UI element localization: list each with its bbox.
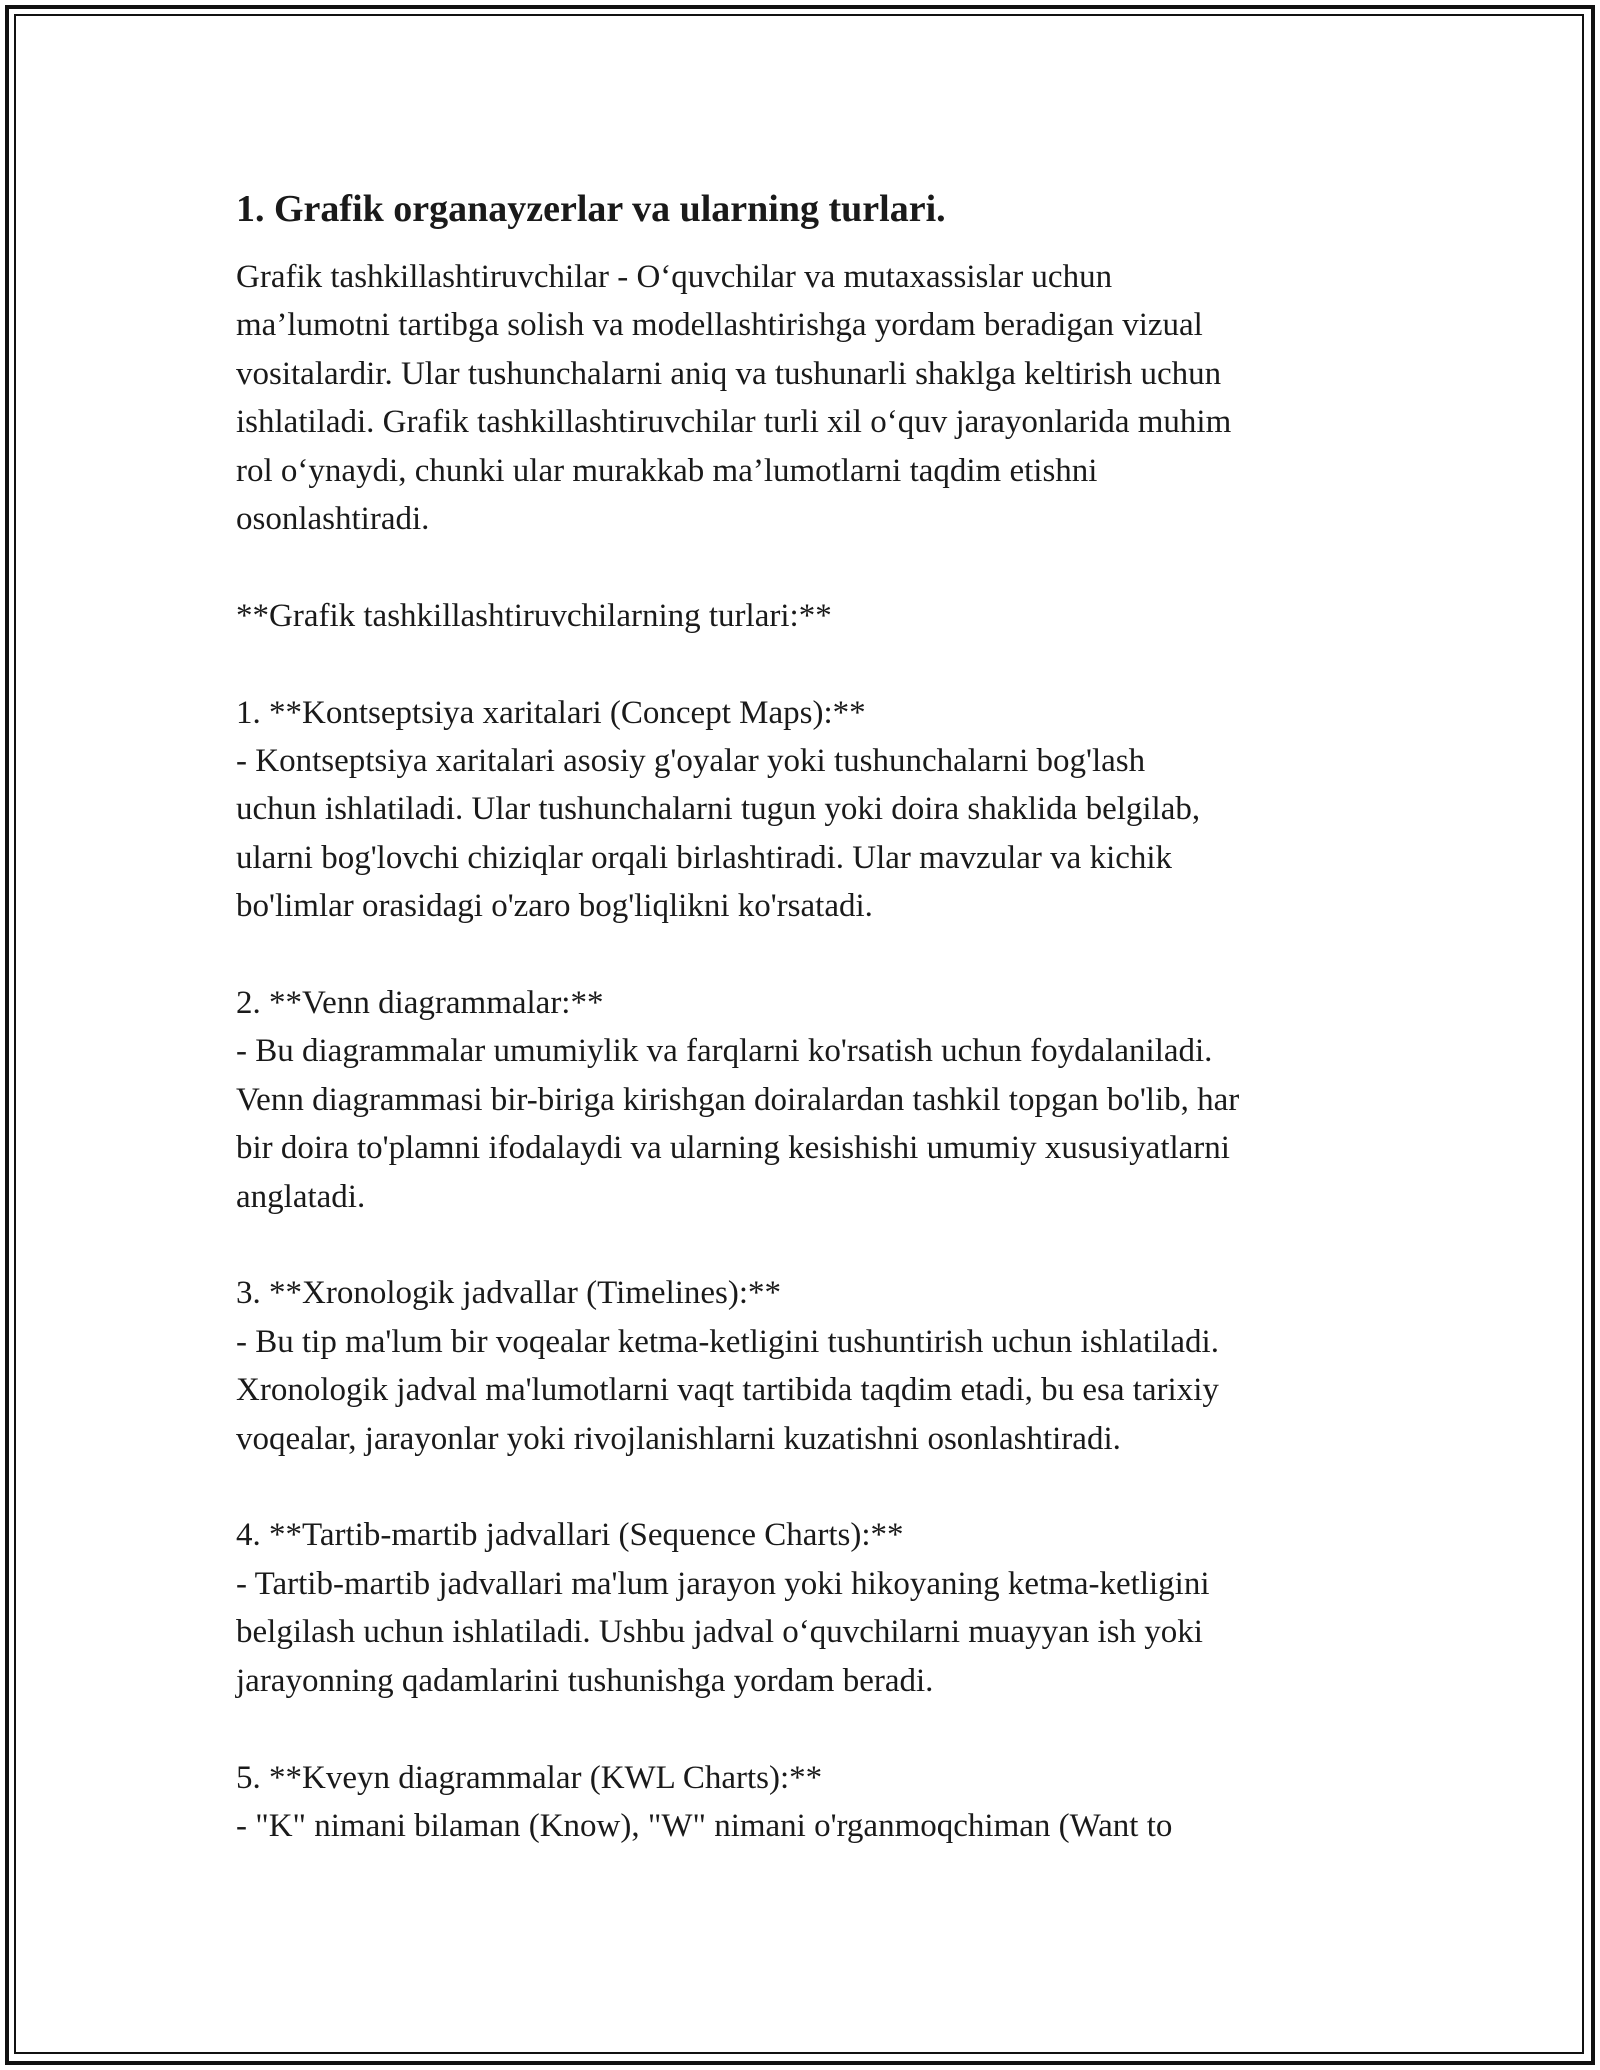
- list-item-title: 5. **Kveyn diagrammalar (KWL Charts):**: [236, 1759, 823, 1796]
- list-item: [236, 979, 1366, 1221]
- list-item-body: - Tartib-martib jadvallari ma'lum jarayon yoki hikoyaning ketma-ketligini belgilash uchun ishlatiladi. Ushbu jadval o‘quvchilarni muayyan ish yoki jarayonning qadamlarini tushunishga yordam beradi.: [236, 1565, 1210, 1699]
- list-item-title: 2. **Venn diagrammalar:**: [236, 985, 604, 1022]
- list-item-body: - Kontseptsiya xaritalari asosiy g'oyalar yoki tushunchalarni bog'lash uchun ishlatiladi. Ular tushunchalarni tugun yoki doira shaklida belgilab, ularni bog'lovchi chiziqlar orqali birlashtiradi. Ular mavzular va kichik bo'limlar orasidagi o'zaro bog'liqlikni ko'rsatadi.: [236, 743, 1201, 925]
- list-item: [236, 1754, 1366, 1851]
- list-item-title: 3. **Xronologik jadvallar (Timelines):**: [236, 1275, 782, 1312]
- list-item-title: 1. **Kontseptsiya xaritalari (Concept Maps):**: [236, 694, 866, 731]
- spacer: [236, 1221, 1366, 1269]
- spacer: [236, 1705, 1366, 1753]
- list-item-body: - Bu diagrammalar umumiylik va farqlarni ko'rsatish uchun foydalaniladi. Venn diagrammasi bir-biriga kirishgan doiralardan tashkil topgan bo'lib, har bir doira to'plamni ifodalaydi va ularning kesishishi umumiy xususiyatlarni anglatadi.: [236, 1033, 1240, 1215]
- types-heading: **Grafik tashkillashtiruvchilarning turlari:**: [236, 597, 832, 634]
- spacer: [236, 543, 1366, 591]
- spacer: [236, 1463, 1366, 1511]
- document-body: [236, 185, 1366, 1850]
- list-item-title: 4. **Tartib-martib jadvallari (Sequence Charts):**: [236, 1517, 904, 1554]
- list-item-body: - Bu tip ma'lum bir voqealar ketma-ketligini tushuntirish uchun ishlatiladi. Xronologik jadval ma'lumotlarni vaqt tartibida taqdim etadi, bu esa tarixiy voqealar, jarayonlar yoki rivojlanishlarni kuzatishni osonlashtiradi.: [236, 1323, 1219, 1457]
- section-heading: 1. Grafik organayzerlar va ularning turlari.: [236, 188, 946, 230]
- spacer: [236, 931, 1366, 979]
- list-item: [236, 1269, 1366, 1463]
- list-item: [236, 689, 1366, 931]
- list-item: [236, 1511, 1366, 1705]
- intro-paragraph: Grafik tashkillashtiruvchilar - O‘quvchilar va mutaxassislar uchun ma’lumotni tartibga solish va modellashtirishga yordam beradigan vizual vositalardir. Ular tushunchalarni aniq va tushunarli shaklga keltirish uchun ishlatiladi. Grafik tashkillashtiruvchilar turli xil o‘quv jarayonlarida muhim rol o‘ynaydi, chunki ular murakkab ma’lumotlarni taqdim etishni osonlashtiradi.: [236, 259, 1232, 538]
- list-item-body: - "K" nimani bilaman (Know), "W" nimani o'rganmoqchiman (Want to: [236, 1807, 1173, 1844]
- spacer: [236, 640, 1366, 688]
